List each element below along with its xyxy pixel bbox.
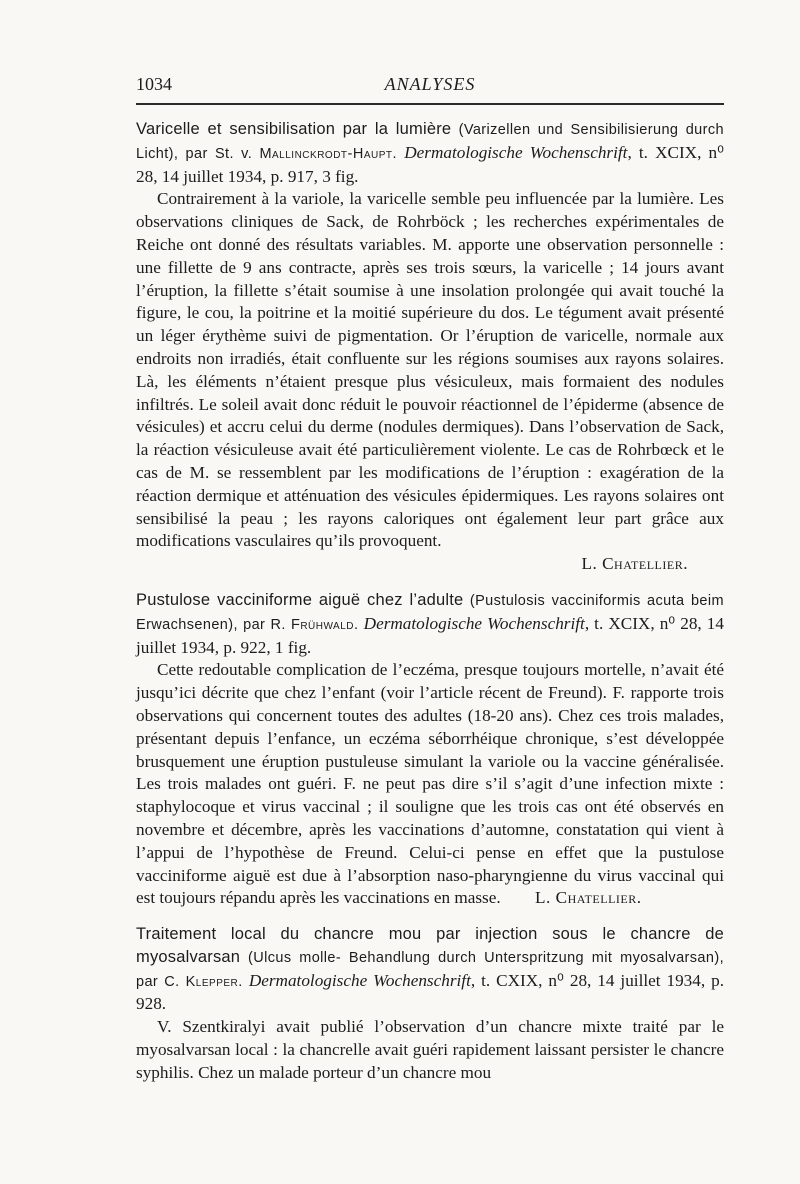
running-head (136, 74, 724, 100)
article-title: Pustulose vacciniforme aiguë chez l’adulte (136, 590, 464, 609)
article-reference (136, 589, 724, 659)
article-signature-inline (501, 888, 642, 907)
article-journal: Dermatologische Wochenschrift (248, 970, 471, 990)
article-varicelle (136, 118, 724, 576)
article-body: Contrairement à la variole, la varicelle semble peu influencée par la lumière. Les observations cliniques de Sack, de Rohrböck ; les recherches expérimentales de Reiche ont donné des résultats variables. M. apporte une observation personnelle : une fillette de 9 ans contracte, après ses trois sœurs, la varicelle ; 14 jours avant l’éruption, la fillette s’était soumise à une insolation prolongée qui avait touché la figure, le cou, la poitrine et la moitié supérieure du dos. Le tégument avait présenté un léger érythème suivi de pigmentation. Or l’éruption de varicelle, normale aux endroits non irradiés, était confluente sur les régions soumises aux rayons solaires. Là, les éléments n’étaient presque plus vésiculeux, mais formaient des nodules infiltrés. Le soleil avait donc réduit le pouvoir réactionnel de l’épiderme (absence de vésicules) et accru celui du derme (nodules dermiques). Dans l’observation de Sack, la réaction vésiculeuse avait été particulièrement violente. Le cas de Rohrbœck et le cas de M. se ressemblent par les modifications de l’éruption : exagération de la réaction dermique et atténuation des vésicules épidermiques. Les rayons solaires ont sensibilisé la peau ; les rayons caloriques ont également leur part grâce aux modifications vasculaires qu’ils provoquent. (136, 189, 724, 551)
article-signature: L. Chatellier. (581, 554, 688, 574)
article-citation: , t. XCIX, n⁰ 28, 14 juillet 1934, p. 917, 3 fig. (136, 142, 724, 186)
article-chancre-mou (136, 923, 724, 1085)
article-author: Mallinckrodt-Haupt (259, 145, 393, 162)
article-ref-text: (Varizellen und Sensibilisierung durch Licht), par St. v. (136, 122, 724, 162)
article-citation: , t. XCIX, n⁰ 28, 14 juillet 1934, p. 922, 1 fig. (136, 613, 724, 657)
article-reference (136, 118, 724, 188)
article-reference (136, 923, 724, 1016)
article-title: Traitement local du chancre mou par injection sous le chancre de myosalvarsan (136, 925, 724, 966)
article-author: Frühwald (290, 616, 355, 633)
article-signature: L. Chatellier. (535, 888, 642, 908)
page-number: 1034 (136, 74, 172, 94)
article-journal: Dermatologische Wochenschrift (363, 613, 585, 633)
article-title: Varicelle et sensibilisation par la lumière (136, 120, 452, 138)
article-ref-sep: . (354, 616, 364, 633)
article-ref-sep: . (238, 973, 249, 990)
page-content (136, 118, 724, 1098)
article-journal: Dermatologische Wochenschrift (404, 142, 628, 162)
section-title: ANALYSES (384, 74, 476, 94)
article-body-text: Cette redoutable complication de l’eczéma, presque toujours mortelle, n’avait été jusqu’ici décrite que chez l’enfant (voir l’article récent de Freund). F. rapporte trois observations qui concernent toutes des adultes (18-20 ans). Chez ces trois malades, présentant depuis l’enfance, un eczéma séborrhéique chronique, s’est développée brusquement une éruption pustuleuse simulant la variole ou la vaccine généralisée. Les trois malades ont guéri. F. ne peut pas dire s’il s’agit d’une infection mixte : staphylocoque et virus vaccinal ; il souligne que les trois cas ont été observés en novembre et décembre, après les vaccinations d’automne, constatation qui vient à l’appui de l’hypothèse de Freund. Celui-ci pense en effet que la pustulose vacciniforme aiguë est due à l’absorption naso-pharyngienne du virus vaccinal qui est toujours répandu après les vaccinations en masse. (136, 660, 724, 908)
article-ref-sep: . (392, 145, 405, 162)
article-citation: , t. CXIX, n⁰ 28, 14 juillet 1934, p. 928. (136, 970, 724, 1014)
article-ref-text: (Pustulosis vacciniformis acuta beim Erwachsenen), par R. (136, 592, 724, 633)
article-body: V. Szentkiralyi avait publié l’observation d’un chancre mixte traité par le myosalvarsan local : la chancrelle avait guéri rapidement laissant persister le chancre syphilis. Chez un malade porteur d’un chancre mou (136, 1017, 724, 1082)
article-pustulose (136, 589, 724, 910)
article-author: Klepper (185, 973, 239, 990)
article-body (136, 659, 724, 910)
article-ref-text: (Ulcus molle- Behandlung durch Unterspritzung mit myosalvarsan), par C. (136, 949, 724, 990)
header-rule (136, 103, 724, 105)
